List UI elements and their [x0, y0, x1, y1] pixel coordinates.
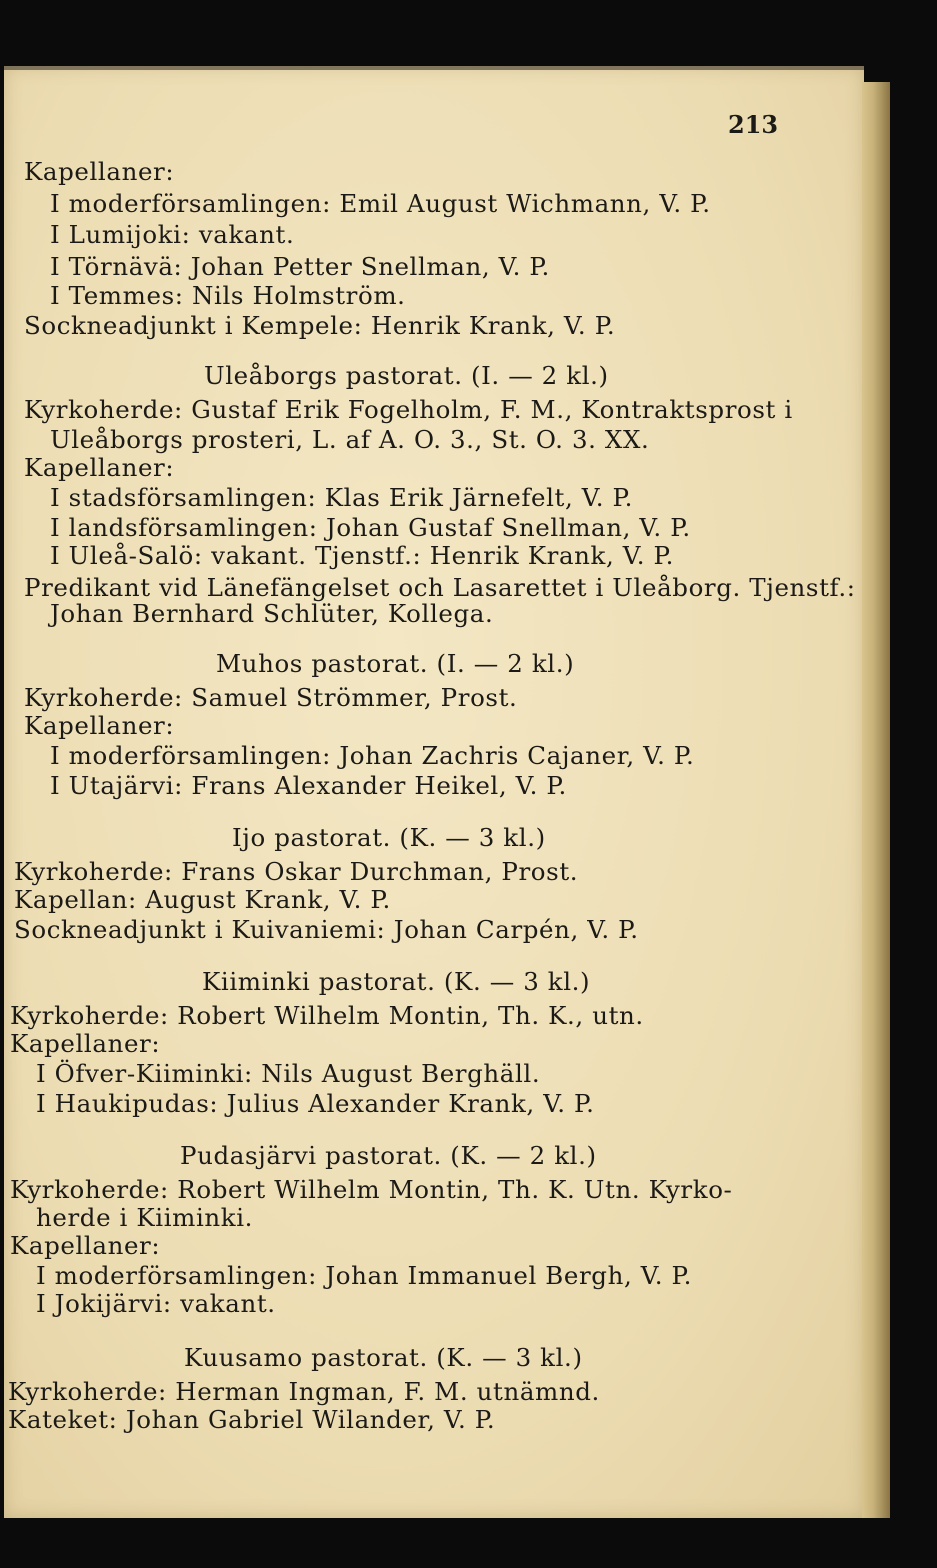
pastorate-heading: Uleåborgs pastorat. (I. — 2 kl.)	[204, 361, 609, 390]
entry-line: I moderförsamlingen: Johan Zachris Cajaner, V. P.	[50, 741, 695, 770]
entry-line: Kyrkoherde: Frans Oskar Durchman, Prost.	[14, 857, 579, 886]
pastorate-heading: Kuusamo pastorat. (K. — 3 kl.)	[184, 1343, 583, 1372]
entry-line: I moderförsamlingen: Johan Immanuel Bergh, V. P.	[36, 1261, 693, 1290]
entry-line: Predikant vid Länefängelset och Lasarettet i Uleåborg. Tjenstf.:	[24, 573, 856, 602]
section-heading: Kapellaner:	[24, 157, 175, 186]
entry-line-continued: Uleåborgs prosteri, L. af A. O. 3., St. O. 3. XX.	[50, 425, 650, 454]
entry-line: Kyrkoherde: Gustaf Erik Fogelholm, F. M., Kontraktsprost i	[24, 395, 793, 424]
pastorate-heading: Muhos pastorat. (I. — 2 kl.)	[216, 649, 575, 678]
pastorate-heading: Kiiminki pastorat. (K. — 3 kl.)	[202, 967, 591, 996]
entry-line: I Jokijärvi: vakant.	[36, 1289, 276, 1318]
section-heading: Kapellaner:	[10, 1029, 161, 1058]
entry-line: I Temmes: Nils Holmström.	[50, 281, 406, 310]
entry-line: I Törnävä: Johan Petter Snellman, V. P.	[50, 252, 550, 281]
entry-line: I Uleå-Salö: vakant. Tjenstf.: Henrik Krank, V. P.	[50, 541, 675, 570]
pastorate-heading: Ijo pastorat. (K. — 3 kl.)	[232, 823, 546, 852]
page-number: 213	[728, 110, 779, 139]
entry-line: I landsförsamlingen: Johan Gustaf Snellman, V. P.	[50, 513, 691, 542]
entry-line: I Utajärvi: Frans Alexander Heikel, V. P.	[50, 771, 567, 800]
entry-line: I moderförsamlingen: Emil August Wichmann, V. P.	[50, 189, 711, 218]
page-stack-edge	[862, 82, 890, 1518]
entry-line: I Lumijoki: vakant.	[50, 220, 295, 249]
entry-line: I Öfver-Kiiminki: Nils August Berghäll.	[36, 1059, 541, 1088]
entry-line: I stadsförsamlingen: Klas Erik Järnefelt, V. P.	[50, 483, 634, 512]
section-heading: Kapellaner:	[24, 711, 175, 740]
entry-line: Sockneadjunkt i Kempele: Henrik Krank, V. P.	[24, 311, 616, 340]
section-heading: Kapellaner:	[10, 1231, 161, 1260]
entry-line: Kyrkoherde: Samuel Strömmer, Prost.	[24, 683, 518, 712]
entry-line: Kyrkoherde: Herman Ingman, F. M. utnämnd.	[8, 1377, 600, 1406]
entry-line-continued: herde i Kiiminki.	[36, 1203, 254, 1232]
entry-line-continued: Johan Bernhard Schlüter, Kollega.	[50, 599, 494, 628]
entry-line: Kateket: Johan Gabriel Wilander, V. P.	[8, 1405, 496, 1434]
entry-line: Sockneadjunkt i Kuivaniemi: Johan Carpén, V. P.	[14, 915, 639, 944]
entry-line: Kyrkoherde: Robert Wilhelm Montin, Th. K. Utn. Kyrko-	[10, 1175, 733, 1204]
page-top-edge	[4, 66, 864, 70]
entry-line: I Haukipudas: Julius Alexander Krank, V. P.	[36, 1089, 595, 1118]
pastorate-heading: Pudasjärvi pastorat. (K. — 2 kl.)	[180, 1141, 597, 1170]
section-heading: Kapellaner:	[24, 453, 175, 482]
entry-line: Kapellan: August Krank, V. P.	[14, 885, 391, 914]
entry-line: Kyrkoherde: Robert Wilhelm Montin, Th. K., utn.	[10, 1001, 644, 1030]
